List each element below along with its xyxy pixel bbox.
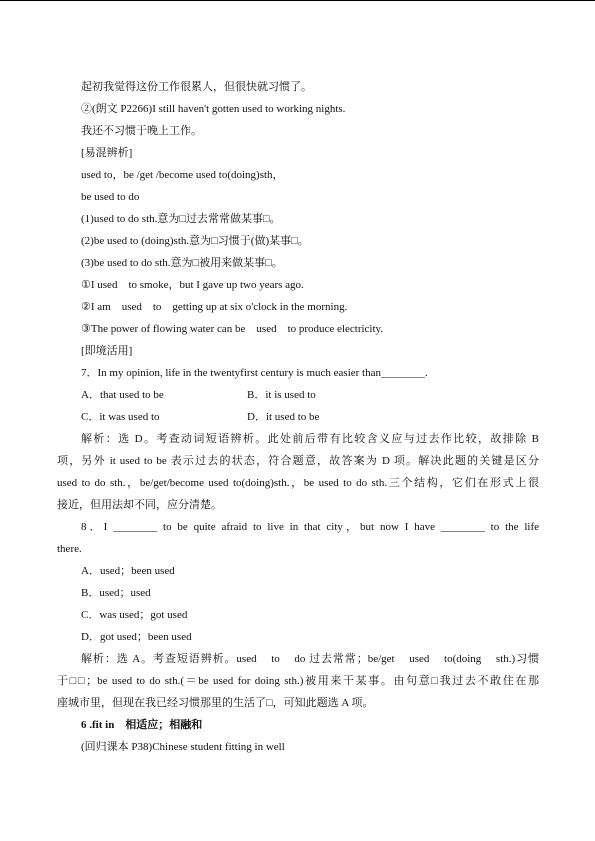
explanation-line: 解析：选 A。考查短语辨析。used to do 过去常常；be/get used to(doing sth.)习惯 <box>81 653 539 665</box>
example-sentence: ③The power of flowing water can be used to produce electricity. <box>81 323 384 335</box>
text-line: (2)be used to (doing)sth.意为□习惯于(做)某事□。 <box>81 235 309 247</box>
explanation-line: 接近，但用法却不同，应分清楚。 <box>57 499 222 511</box>
option-c: C．was used；got used <box>81 609 188 621</box>
option-a: A．that used to be <box>81 389 164 401</box>
option-d: D．got used；been used <box>81 631 192 643</box>
option-b: B．it is used to <box>247 389 316 401</box>
option-d: D．it used to be <box>247 411 320 423</box>
example-sentence: ②(朗文 P2266)I still haven't gotten used to working nights. <box>81 103 346 115</box>
question-8-cont: there. <box>57 543 82 555</box>
question-8: 8．I ________ to be quite afraid to live in that city，but now I have ________ to the life <box>81 521 539 533</box>
explanation-line: 座城市里，但现在我已经习惯那里的生活了□，可知此题选 A 项。 <box>57 697 374 709</box>
text-line: be used to do <box>81 191 140 203</box>
explanation-line: used to do sth.，be/get/become used to(doing)sth.，be used to do sth.三个结构，它们在形式上很 <box>57 477 539 489</box>
option-c: C．it was used to <box>81 411 160 423</box>
example-sentence: ②I am used to getting up at six o'clock in the morning. <box>81 301 348 313</box>
question-7: 7．In my opinion, life in the twentyfirst century is much easier than________. <box>81 367 428 379</box>
example-sentence: ①I used to smoke，but I gave up two years ago. <box>81 279 304 291</box>
text-line: (回归课本 P38)Chinese student fitting in well <box>81 741 285 753</box>
text-line: used to，be /get /become used to(doing)sth， <box>81 169 284 181</box>
explanation-line: 于□□；be used to do sth.(＝be used for doing sth.)被用来干某事。由句意□我过去不敢住在那 <box>57 675 539 687</box>
section-label: [易混辨析] <box>81 147 133 159</box>
explanation-line: 解析：选 D。考查动词短语辨析。此处前后带有比较含义应与过去作比较，故排除 B <box>81 433 539 445</box>
section-label: [即境活用] <box>81 345 133 357</box>
text-line: 起初我觉得这份工作很累人，但很快就习惯了。 <box>81 81 312 93</box>
option-a: A．used；been used <box>81 565 175 577</box>
text-line: (1)used to do sth.意为□过去常常做某事□。 <box>81 213 281 225</box>
phrase-heading: 6 .fit in 相适应；相融和 <box>81 719 203 731</box>
explanation-line: 项，另外 it used to be 表示过去的状态，符合题意，故答案为 D 项。解决此题的关键是区分 <box>57 455 539 467</box>
text-line: (3)be used to do sth.意为□被用来做某事□。 <box>81 257 283 269</box>
option-b: B．used；used <box>81 587 151 599</box>
text-line: 我还不习惯于晚上工作。 <box>81 125 202 137</box>
